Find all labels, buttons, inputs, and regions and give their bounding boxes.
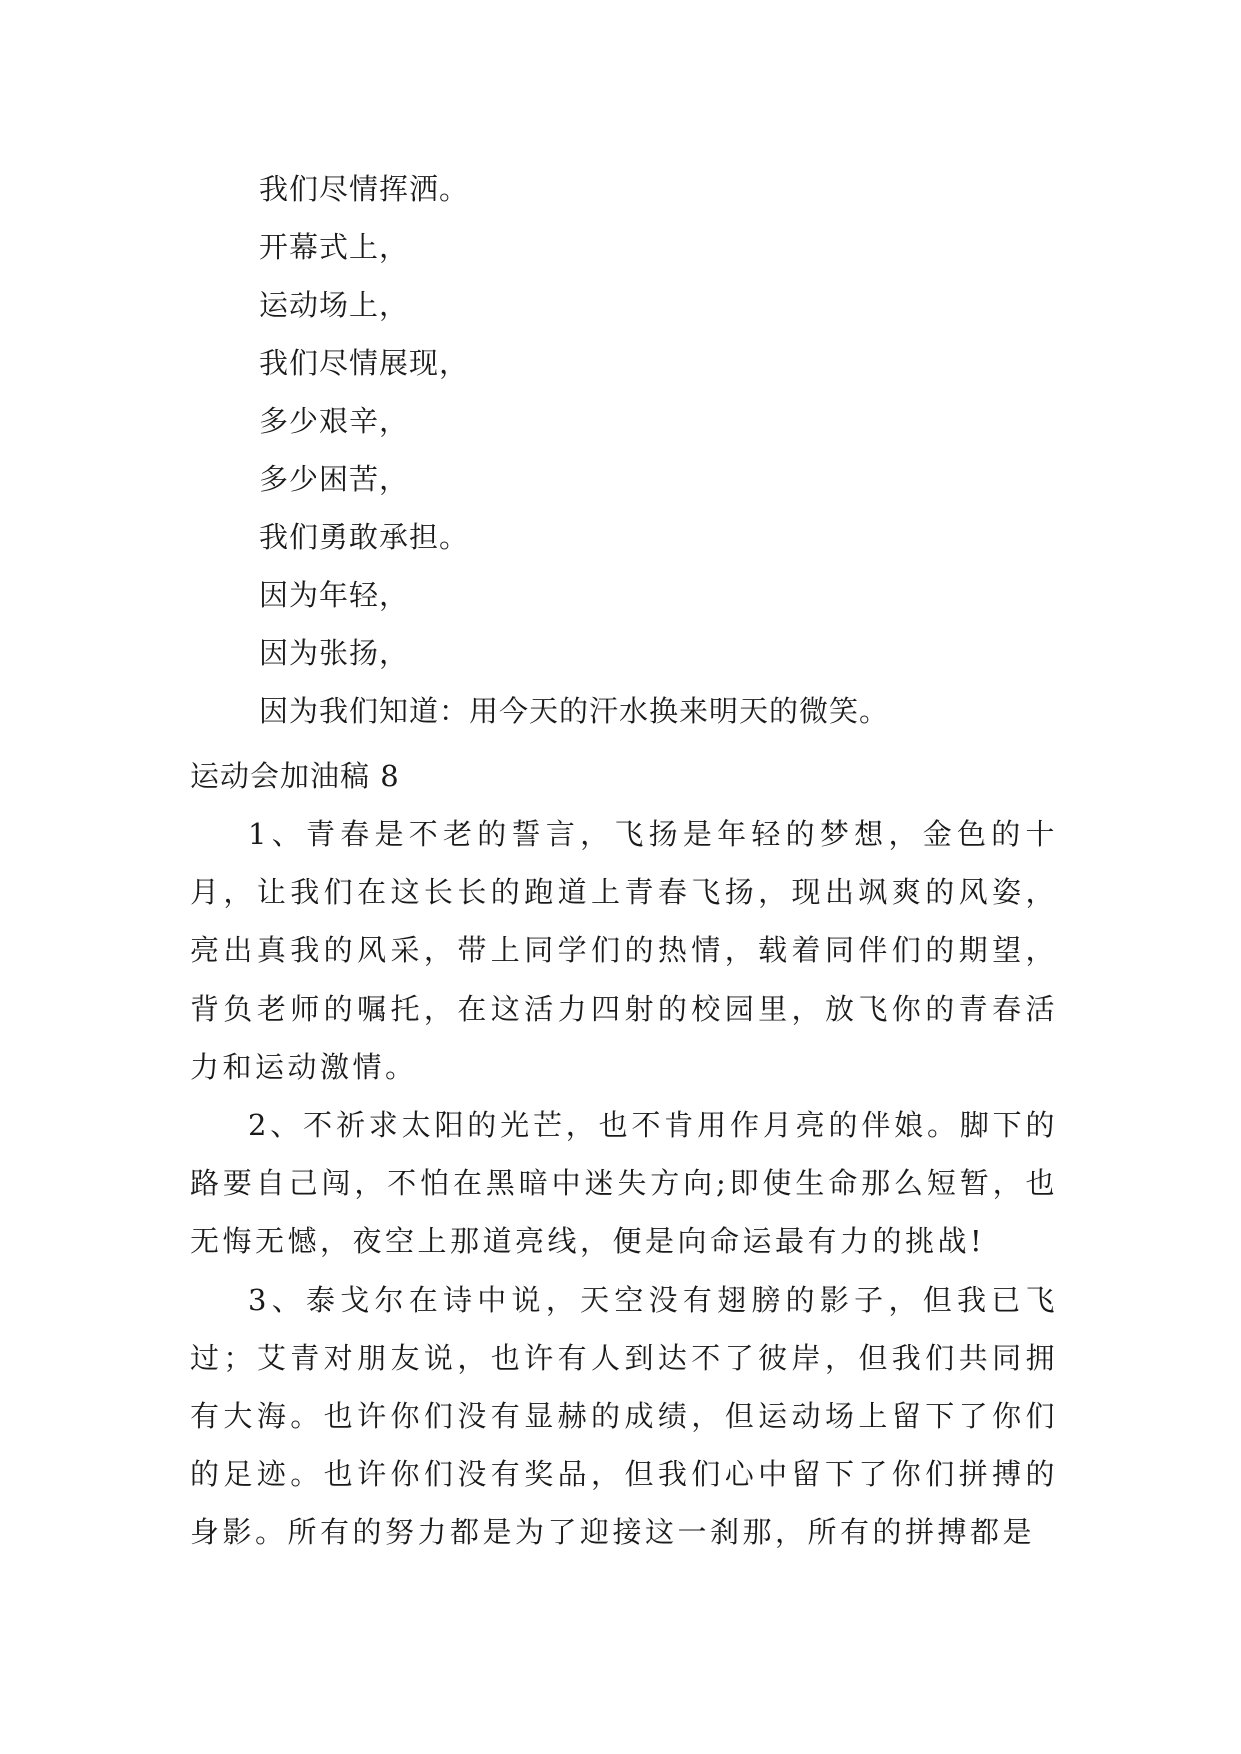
body-text bbox=[190, 805, 1058, 1562]
poem-line: 我们尽情展现， bbox=[259, 346, 470, 380]
poem-line: 运动场上， bbox=[259, 288, 410, 322]
poem-line: 因为我们知道：用今天的汗水换来明天的微笑。 bbox=[259, 694, 890, 728]
poem-line: 多少艰辛， bbox=[259, 404, 410, 438]
poem-block bbox=[259, 160, 889, 740]
poem-line: 开幕式上， bbox=[259, 230, 410, 264]
poem-line: 我们勇敢承担。 bbox=[259, 520, 470, 554]
paragraph-1: 1、青春是不老的誓言，飞扬是年轻的梦想，金色的十月，让我们在这长长的跑道上青春飞扬，现出飒爽的风姿，亮出真我的风采，带上同学们的热情，载着同伴们的期望，背负老师的嘱托，在这活力四射的校园里，放飞你的青春活力和运动激情。 bbox=[190, 817, 1058, 1084]
poem-line: 因为年轻， bbox=[259, 578, 410, 612]
section-heading: 运动会加油稿 8 bbox=[190, 759, 400, 793]
poem-line: 因为张扬， bbox=[259, 636, 410, 670]
poem-line: 多少困苦， bbox=[259, 462, 410, 496]
paragraph-3: 3、泰戈尔在诗中说，天空没有翅膀的影子，但我已飞过；艾青对朋友说，也许有人到达不了彼岸，但我们共同拥有大海。也许你们没有显赫的成绩，但运动场上留下了你们的足迹。也许你们没有奖品，但我们心中留下了你们拼搏的身影。所有的努力都是为了迎接这一刹那，所有的拼搏都是 bbox=[190, 1282, 1058, 1550]
poem-line: 我们尽情挥洒。 bbox=[259, 172, 470, 206]
paragraph-2: 2、不祈求太阳的光芒，也不肯用作月亮的伴娘。脚下的路要自己闯，不怕在黑暗中迷失方向;即使生命那么短暂，也无悔无憾，夜空上那道亮线，便是向命运最有力的挑战! bbox=[190, 1108, 1058, 1259]
